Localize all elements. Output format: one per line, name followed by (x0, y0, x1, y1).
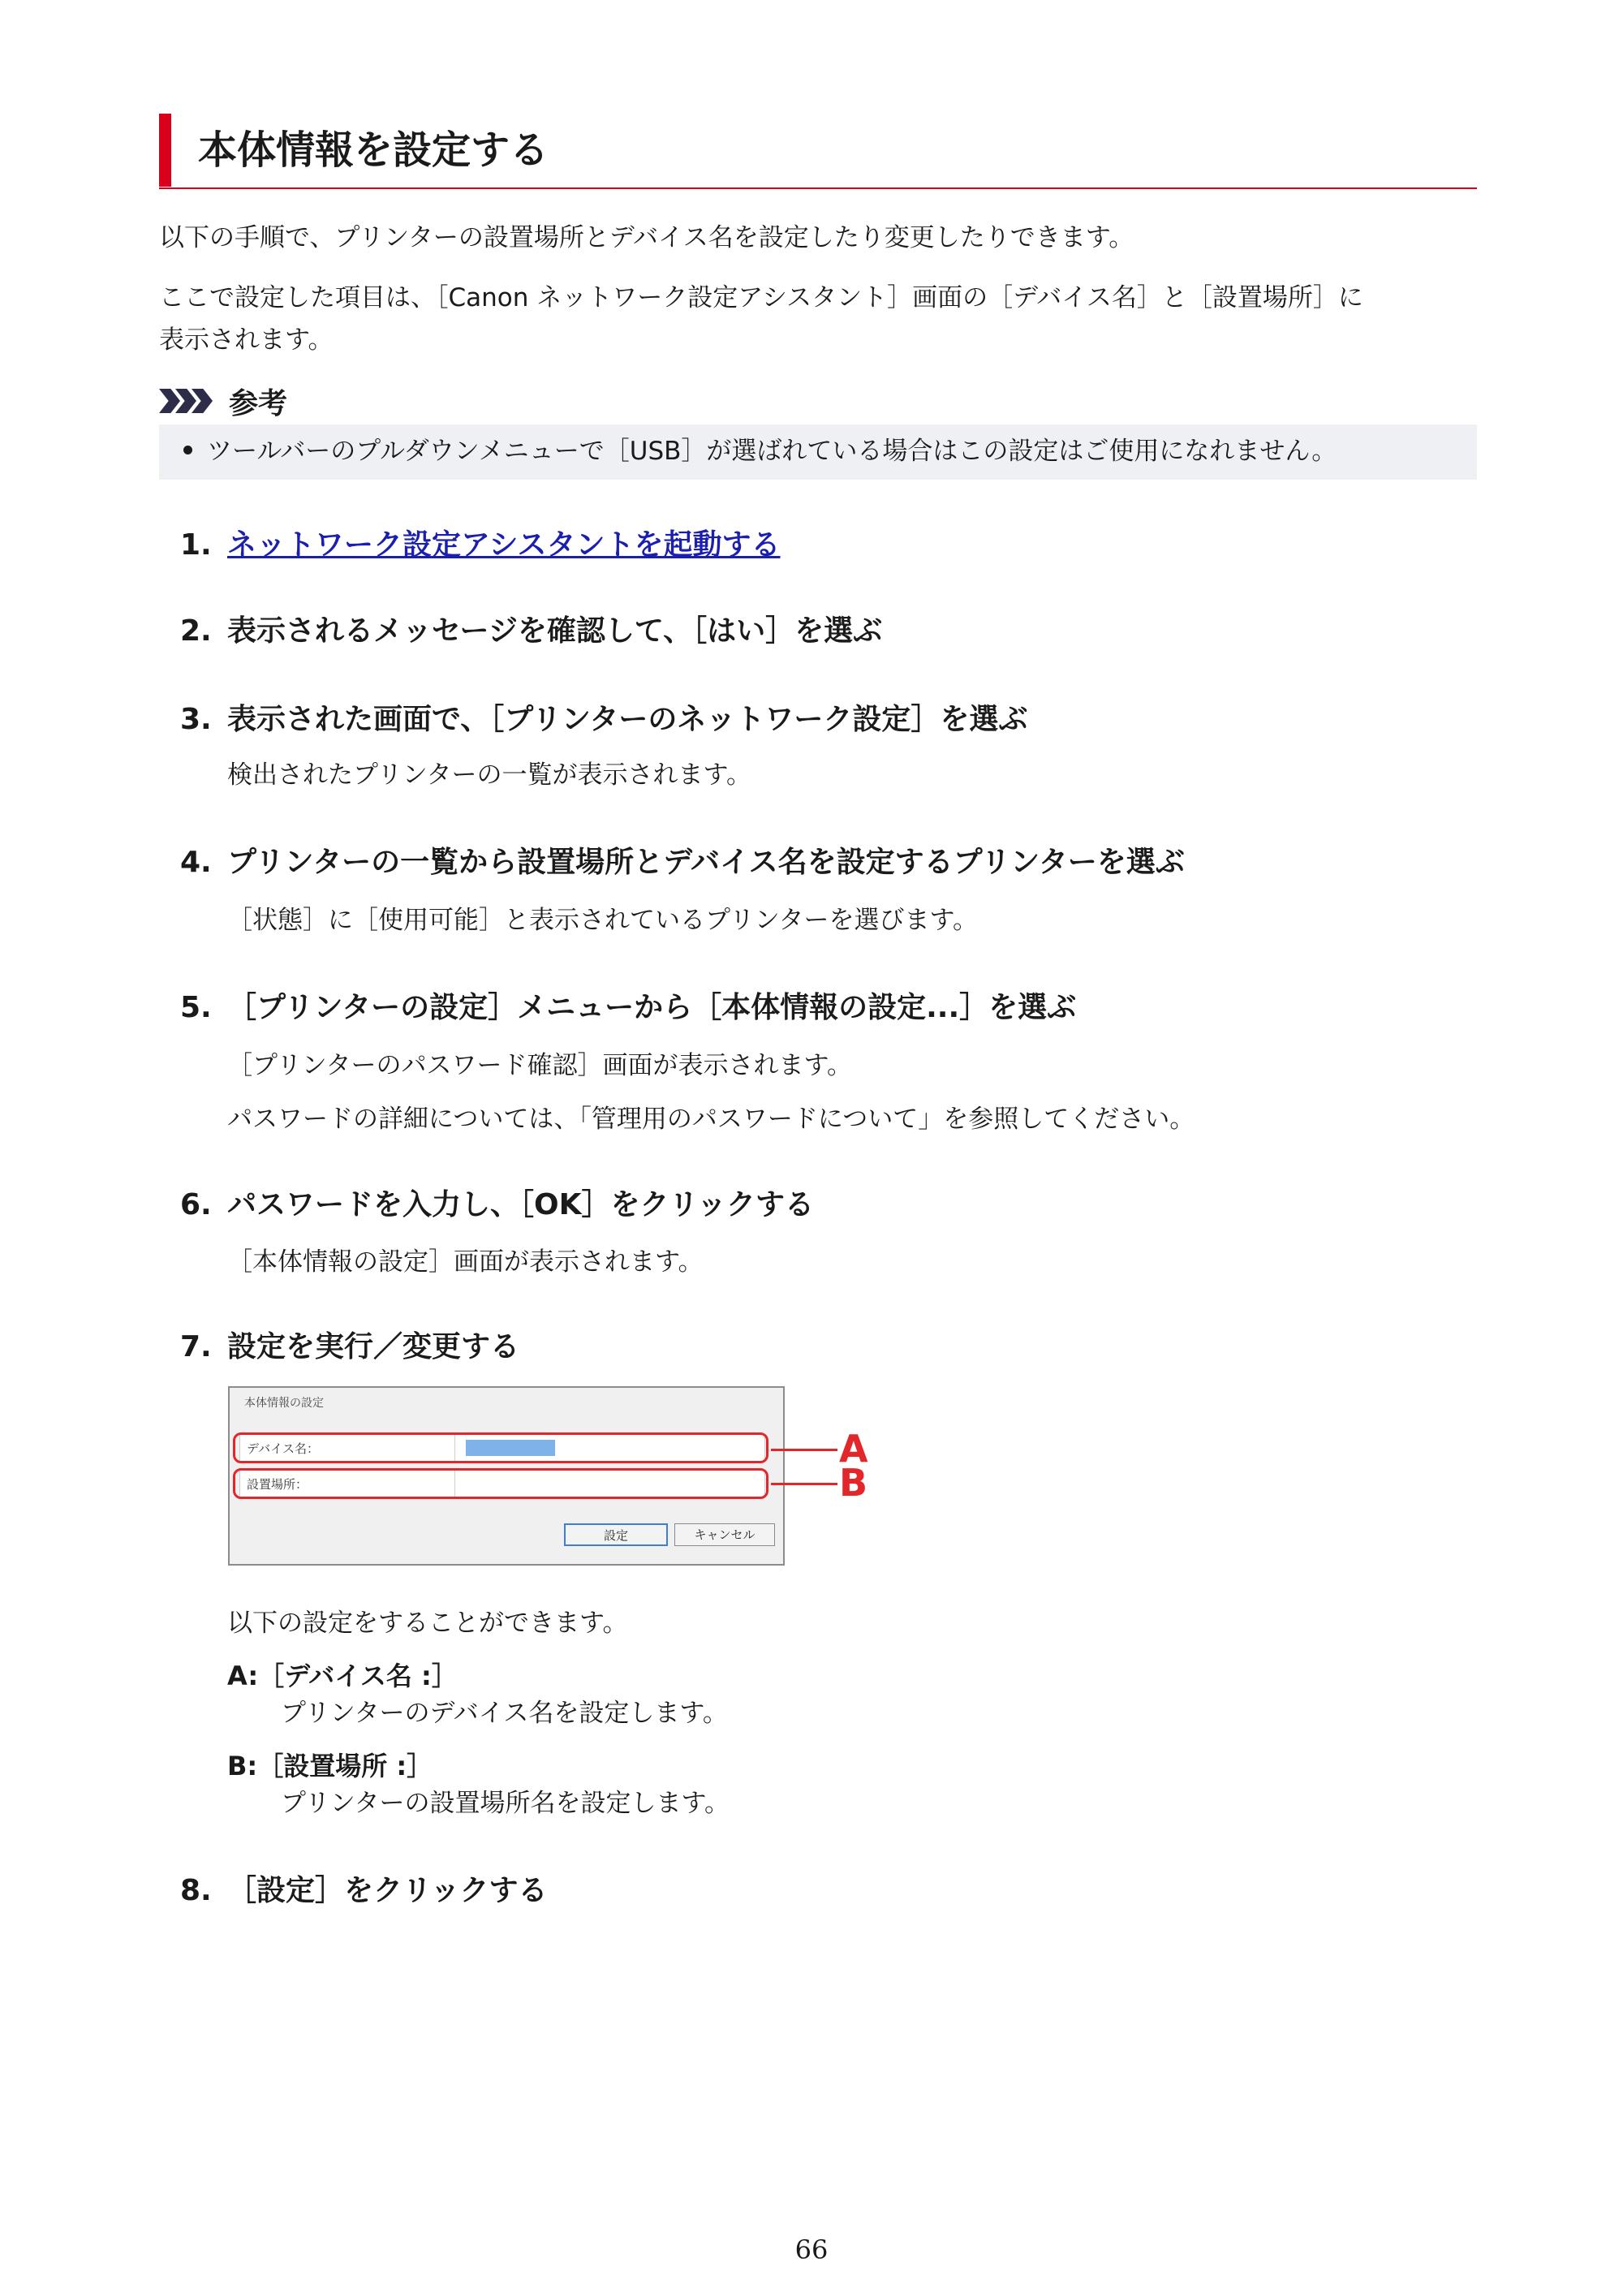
step-3: 3. 表示された画面で、［プリンターのネットワーク設定］を選ぶ (180, 703, 1028, 736)
step-3-desc: 検出されたプリンターの一覧が表示されます。 (227, 760, 752, 790)
step-6-desc: ［本体情報の設定］画面が表示されます。 (227, 1247, 704, 1277)
dialog-ok-button[interactable]: 設定 (564, 1523, 668, 1546)
step-5: 5. ［プリンターの設定］メニューから［本体情報の設定...］を選ぶ (180, 991, 1077, 1024)
intro-line-1: 以下の手順で、プリンターの設置場所とデバイス名を設定したり変更したりできます。 (159, 223, 1134, 252)
note-header (159, 381, 287, 420)
step-8: 8. ［設定］をクリックする (180, 1874, 548, 1907)
title-accent-bar (159, 114, 171, 187)
setting-b-label: B:［設置場所 :］ (227, 1751, 433, 1781)
intro-line-2: ここで設定した項目は、［Canon ネットワーク設定アシスタント］画面の［デバイス名］と［設置場所］に (159, 283, 1363, 312)
callout-a: A (839, 1427, 868, 1471)
device-name-label: デバイス名： (247, 1441, 319, 1456)
callout-b: B (839, 1461, 868, 1505)
settings-dialog-image (228, 1386, 785, 1566)
highlight-b (233, 1468, 768, 1499)
highlight-a (233, 1432, 768, 1463)
setting-a-desc: プリンターのデバイス名を設定します。 (281, 1699, 728, 1728)
step-4-desc: ［状態］に［使用可能］と表示されているプリンターを選びます。 (227, 906, 979, 935)
bullet-icon (183, 446, 192, 454)
note-item: ツールバーのプルダウンメニューで［USB］が選ばれている場合はこの設定はご使用になれません。 (183, 430, 1337, 472)
step-2: 2. 表示されるメッセージを確認して、［はい］を選ぶ (180, 614, 883, 648)
setting-a-label: A:［デバイス名 :］ (227, 1661, 458, 1691)
settings-intro: 以下の設定をすることができます。 (227, 1609, 628, 1638)
intro-line-3: 表示されます。 (159, 325, 334, 355)
page-number: 66 (794, 2234, 829, 2265)
callout-a-line (771, 1449, 837, 1451)
step-4: 4. プリンターの一覧から設置場所とデバイス名を設定するプリンターを選ぶ (180, 846, 1185, 879)
callout-b-line (771, 1483, 837, 1485)
step-5-desc-1: ［プリンターのパスワード確認］画面が表示されます。 (227, 1051, 853, 1080)
step-6: 6. パスワードを入力し、［OK］をクリックする (180, 1188, 815, 1221)
dialog-cancel-button[interactable]: キャンセル (674, 1523, 775, 1546)
note-title: 参考 (229, 386, 288, 420)
dialog-title: 本体情報の設定 (244, 1397, 324, 1410)
step-1: 1. ネットワーク設定アシスタントを起動する (180, 528, 781, 562)
title-underline (159, 187, 1477, 189)
note-arrows-icon (159, 389, 208, 413)
step-5-desc-2: パスワードの詳細については、「管理用のパスワードについて」を参照してください。 (227, 1105, 1195, 1134)
step-7: 7. 設定を実行／変更する (180, 1330, 520, 1363)
step-1-link[interactable]: ネットワーク設定アシスタントを起動する (227, 528, 781, 562)
location-label: 設置場所： (247, 1477, 308, 1492)
page-title: 本体情報を設定する (198, 127, 549, 173)
setting-b-desc: プリンターの設置場所名を設定します。 (281, 1789, 730, 1818)
